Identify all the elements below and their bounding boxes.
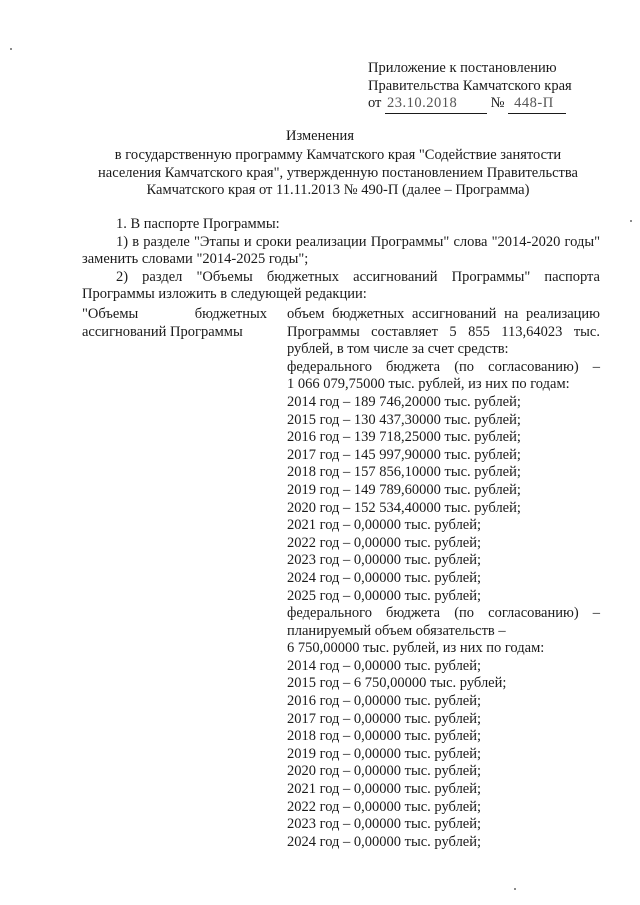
year-line: 2015 год – 6 750,00000 тыс. рублей;	[287, 675, 507, 692]
document-title: Изменения	[286, 128, 354, 144]
year-line: 2020 год – 152 534,40000 тыс. рублей;	[287, 499, 521, 516]
year-line: 2014 год – 189 746,20000 тыс. рублей;	[287, 393, 521, 410]
year-line: 2017 год – 0,00000 тыс. рублей;	[287, 710, 482, 727]
year-line: 2021 год – 0,00000 тыс. рублей;	[287, 781, 482, 798]
date-prefix: от	[368, 95, 382, 111]
year-line: 2022 год – 0,00000 тыс. рублей;	[287, 534, 482, 551]
scan-speck	[630, 220, 632, 222]
funding-intro: объем бюджетных ассигнований на реализацию Программы составляет 5 855 113,64023 тыс. рублей, в том числе за счет средств:	[287, 306, 600, 358]
paragraph-2: 1) в разделе "Этапы и сроки реализации Программы" слова "2014-2020 годы" заменить словами "2014-2025 годы";	[82, 233, 600, 267]
appendix-header	[368, 60, 618, 114]
appendix-line-2: Правительства Камчатского края	[368, 77, 572, 94]
year-line: 2024 год – 0,00000 тыс. рублей;	[287, 569, 482, 586]
federal-budget-total: 1 066 079,75000 тыс. рублей, из них по годам:	[287, 376, 570, 393]
paragraph-3: 2) раздел "Объемы бюджетных ассигнований Программы" паспорта Программы изложить в следующей редакции:	[82, 268, 600, 302]
appendix-line-1: Приложение к постановлению	[368, 60, 557, 76]
year-line: 2014 год – 0,00000 тыс. рублей;	[287, 657, 482, 674]
appendix-date: 23.10.2018	[385, 95, 487, 114]
federal-obligations-years	[287, 658, 600, 852]
document-body	[82, 216, 600, 304]
year-line: 2015 год – 130 437,30000 тыс. рублей;	[287, 411, 521, 428]
year-line: 2023 год – 0,00000 тыс. рублей;	[287, 552, 482, 569]
document-subtitle: в государственную программу Камчатского края "Содействие занятости населения Камчатского края", утвержденную постановлением Правительства Камчатского края от 11.11.2013 № 490-П (далее – Программа)	[98, 147, 578, 198]
table-left-cell: "Объемы бюджетных ассигнований Программы	[82, 306, 267, 340]
scan-speck	[10, 48, 12, 50]
federal-budget-years	[287, 394, 600, 605]
year-line: 2016 год – 139 718,25000 тыс. рублей;	[287, 429, 521, 446]
year-line: 2023 год – 0,00000 тыс. рублей;	[287, 816, 482, 833]
year-line: 2022 год – 0,00000 тыс. рублей;	[287, 798, 482, 815]
scan-speck	[514, 888, 516, 890]
year-line: 2019 год – 149 789,60000 тыс. рублей;	[287, 481, 521, 498]
year-line: 2025 год – 0,00000 тыс. рублей;	[287, 587, 482, 604]
number-prefix: №	[490, 95, 505, 111]
appendix-number: 448-П	[508, 95, 566, 114]
federal-obligations-total: 6 750,00000 тыс. рублей, из них по годам:	[287, 640, 545, 657]
year-line: 2020 год – 0,00000 тыс. рублей;	[287, 763, 482, 780]
year-line: 2021 год – 0,00000 тыс. рублей;	[287, 517, 482, 534]
year-line: 2017 год – 145 997,90000 тыс. рублей;	[287, 446, 521, 463]
federal-obligations-label: федерального бюджета (по согласованию) – планируемый объем обязательств –	[287, 605, 600, 639]
table-right-cell	[287, 306, 600, 851]
year-line: 2024 год – 0,00000 тыс. рублей;	[287, 833, 482, 850]
appendix-date-line	[368, 95, 618, 114]
year-line: 2018 год – 0,00000 тыс. рублей;	[287, 728, 482, 745]
year-line: 2019 год – 0,00000 тыс. рублей;	[287, 745, 482, 762]
year-line: 2018 год – 157 856,10000 тыс. рублей;	[287, 464, 521, 481]
federal-budget-label: федерального бюджета (по согласованию) –	[287, 358, 600, 375]
paragraph-1: 1. В паспорте Программы:	[116, 216, 280, 232]
year-line: 2016 год – 0,00000 тыс. рублей;	[287, 693, 482, 710]
